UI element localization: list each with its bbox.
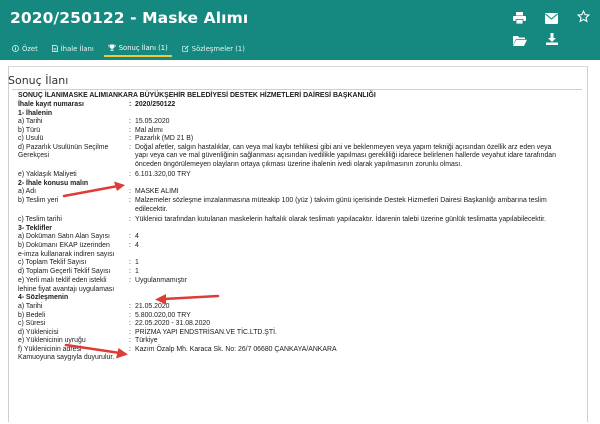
- row-label: f) Yüklenicinin adresi: [18, 345, 82, 353]
- row-value: Malzemeler sözleşme imzalanmasına müteakip 100 (yüz ) takvim günü içerisinde Destek Hizmetleri Dairesi Başkanlığı ambarına teslim: [135, 197, 547, 204]
- row-label: b) Türü: [18, 126, 41, 134]
- section-ihalenin: 1- İhalenin: [18, 109, 53, 117]
- header-bar: [0, 0, 600, 60]
- row-label: a) Tarihi: [18, 118, 43, 125]
- star-icon[interactable]: [577, 8, 590, 27]
- annotation-arrow-bedel: [64, 342, 130, 360]
- row-label: a) Tarihi: [18, 303, 43, 310]
- row-value: 6.101.320,00 TRY: [135, 171, 191, 178]
- tab-label: Sözleşmeler (1): [191, 44, 245, 53]
- row-label: b) Dokümanı EKAP üzerinden: [18, 242, 110, 249]
- org-heading: SONUÇ İLANIMASKE ALIMIANKARA BÜYÜKŞEHİR BELEDİYESİ DESTEK HİZMETLERİ DAİRESİ BAŞKANLIĞI: [18, 92, 376, 99]
- tab-label: Sonuç İlanı (1): [118, 43, 168, 52]
- row-label: b) Bedeli: [18, 311, 46, 319]
- colon: :: [129, 328, 131, 336]
- kayit-label: İhale kayıt numarası: [18, 101, 84, 108]
- row-value: 4: [135, 242, 139, 249]
- colon: :: [129, 135, 131, 142]
- row-value: Pazarlık (MD 21 B): [135, 135, 194, 142]
- colon: :: [129, 101, 132, 108]
- section-divider: [12, 89, 582, 90]
- tab-label: Özet: [22, 44, 38, 53]
- row-value: Yüklenici tarafından kutulanan maskelerin haftalık olarak teslimatı yapılacaktır. İdarenin talebi üzerine günlük teslimatta yapılabilecektir.: [135, 216, 546, 223]
- document-icon: [52, 45, 58, 52]
- colon: :: [129, 337, 131, 344]
- colon: :: [129, 242, 131, 249]
- colon: :: [129, 171, 131, 178]
- folder-icon[interactable]: [513, 31, 527, 50]
- row-value: 4: [135, 233, 139, 240]
- colon: :: [129, 126, 131, 134]
- annotation-arrow-gecerli-teklif: [152, 292, 222, 306]
- row-label: lehine fiyat avantajı uygulaması: [18, 285, 115, 293]
- tab-ihale-ilani[interactable]: [48, 40, 98, 57]
- row-label: c) Toplam Teklif Sayısı: [18, 259, 87, 266]
- row-value: MASKE ALIMI: [135, 188, 179, 195]
- row-value: PRİZMA YAPI ENDSTRİSAN.VE TİC.LTD.ŞTİ.: [135, 328, 277, 336]
- row-value: 22.05.2020 - 31.08.2020: [135, 320, 211, 327]
- row-label: d) Pazarlık Usulünün Seçilme: [18, 143, 109, 151]
- row-label: a) Adı: [18, 188, 37, 195]
- row-value: Türkiye: [135, 337, 158, 344]
- section-title: Sonuç İlanı: [8, 74, 69, 87]
- row-value: Kazım Özalp Mh. Karaca Sk. No: 26/7 06680 ÇANKAYA/ANKARA: [135, 345, 337, 353]
- tab-sozlesmeler[interactable]: [178, 40, 249, 57]
- row-value: Doğal afetler, salgın hastalıklar, can veya mal kaybı tehlikesi gibi ani ve beklenmeyen veya yapım tekniği açısından özellik arz eden veya: [135, 143, 552, 151]
- print-icon[interactable]: [513, 9, 526, 28]
- section-teklifler: 3- Teklifler: [18, 224, 52, 232]
- section-sozlesmenin: 4- Sözleşmenin: [18, 294, 69, 301]
- colon: :: [129, 277, 131, 284]
- row-value: 1: [135, 259, 139, 266]
- tab-ozet[interactable]: [8, 40, 42, 57]
- download-icon[interactable]: [546, 30, 558, 49]
- row-value: yapı veya can ve mal güvenliğinin sağlanması açısından ivedilikle yapılması gerekliliği idarece belirlenen hallerde veyahut idare tarafından: [135, 152, 556, 159]
- trophy-icon: [108, 44, 116, 51]
- row-label: e) Yerli malı teklif eden istekli: [18, 277, 107, 284]
- info-icon: [12, 45, 19, 52]
- row-label: e-imza kullanarak indiren sayısı: [18, 250, 115, 258]
- row-label: b) Teslim yeri: [18, 197, 59, 204]
- colon: :: [129, 268, 131, 275]
- row-label: d) Toplam Geçerli Teklif Sayısı: [18, 268, 111, 275]
- kayit-value: 2020/250122: [135, 101, 176, 108]
- colon: :: [129, 320, 131, 327]
- colon: :: [129, 303, 131, 310]
- row-label: e) Yaklaşık Maliyeti: [18, 171, 77, 178]
- row-value: Uygulanmamıştır: [135, 277, 188, 284]
- colon: :: [129, 216, 131, 223]
- section-ihale-konusu: 2- İhale konusu malın: [18, 179, 89, 187]
- colon: :: [129, 345, 131, 353]
- row-value: 5.800.020,00 TRY: [135, 311, 191, 319]
- colon: :: [129, 311, 131, 319]
- row-label: c) Teslim tarihi: [18, 216, 62, 223]
- row-value: 21.05.2020: [135, 303, 170, 310]
- row-value: önceden öngörülemeyen olayların ortaya çıkması üzerine ihalenin ivedi olarak yapılmasının zorunlu olması.: [135, 160, 463, 168]
- row-label: a) Doküman Satın Alan Sayısı: [18, 233, 110, 240]
- colon: :: [129, 197, 131, 204]
- row-value: 1: [135, 268, 139, 275]
- annotation-arrow-adi: [62, 180, 128, 200]
- row-value: 15.05.2020: [135, 118, 170, 125]
- colon: :: [129, 188, 131, 195]
- row-value: Mal alımı: [135, 126, 163, 134]
- row-label: c) Usulü: [18, 135, 44, 142]
- tab-label: İhale İlanı: [60, 44, 94, 53]
- colon: :: [129, 233, 131, 240]
- footer-text: Kamuoyuna saygıyla duyurulur.: [18, 354, 115, 361]
- page-title: 2020/250122 - Maske Alımı: [10, 9, 249, 27]
- colon: :: [129, 259, 131, 266]
- row-label: e) Yüklenicinin uyruğu: [18, 337, 86, 344]
- tab-sonuc-ilani[interactable]: [104, 40, 172, 57]
- tab-bar: [8, 40, 255, 60]
- edit-icon: [182, 45, 189, 52]
- row-label: d) Yüklenicisi: [18, 328, 59, 336]
- colon: :: [129, 118, 131, 125]
- row-label: Gerekçesi: [18, 152, 50, 159]
- colon: :: [129, 143, 131, 151]
- mail-icon[interactable]: [545, 9, 558, 28]
- row-value: edilecektir.: [135, 205, 168, 213]
- row-label: c) Süresi: [18, 320, 46, 327]
